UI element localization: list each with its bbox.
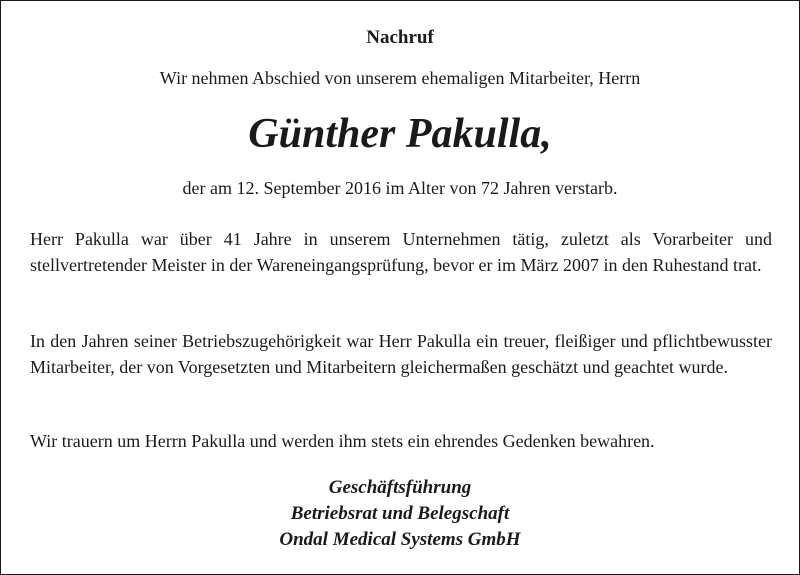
paragraph-career: Herr Pakulla war über 41 Jahre in unserem Unternehmen tätig, zuletzt als Vorarbeiter und stellvertretender Meister in der Wareneingangsprüfung, bevor er im März 2007 in den Ruhestand trat. xyxy=(30,229,772,275)
deceased-name: Günther Pakulla, xyxy=(248,111,552,157)
death-date-line: der am 12. September 2016 im Alter von 72 Jahren verstarb. xyxy=(182,178,618,198)
paragraph-mourning: Wir trauern um Herrn Pakulla und werden ihm stets ein ehrendes Gedenken bewahren. xyxy=(30,431,655,451)
signature-company: Ondal Medical Systems GmbH xyxy=(279,529,521,550)
signature-management: Geschäftsführung xyxy=(328,477,472,498)
notice-intro: Wir nehmen Abschied von unserem ehemaligen Mitarbeiter, Herrn xyxy=(159,68,641,88)
signature-works-council: Betriebsrat und Belegschaft xyxy=(290,503,510,524)
paragraph-character: In den Jahren seiner Betriebszugehörigkeit war Herr Pakulla ein treuer, fleißiger und pflichtbewusster Mitarbeiter, der von Vorgesetzten und Mitarbeitern gleichermaßen geschätzt und geachtet wurde. xyxy=(30,331,772,377)
notice-heading: Nachruf xyxy=(366,27,434,48)
